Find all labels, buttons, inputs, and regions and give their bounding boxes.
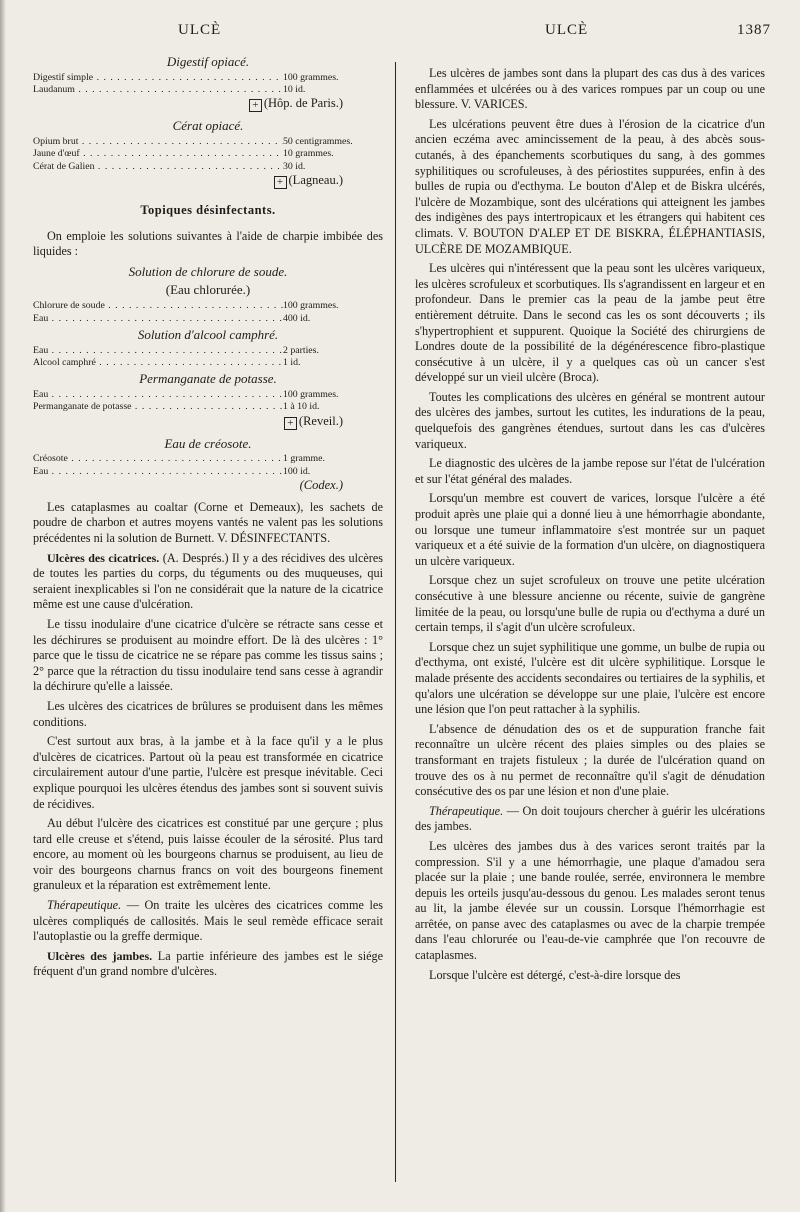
quantity: 2 parties. bbox=[283, 344, 319, 356]
quantity: 10 grammes. bbox=[283, 148, 334, 160]
formula-list bbox=[33, 136, 383, 173]
formula-title: Cérat opiacé. bbox=[172, 118, 244, 134]
formula-title: Permanganate de potasse. bbox=[139, 371, 277, 387]
formula-source: (Codex.) bbox=[299, 478, 343, 493]
quantity: 10 id. bbox=[283, 84, 306, 95]
formula-row bbox=[33, 453, 383, 465]
paragraph: Les ulcères des jambes dus à des varices seront traités par la compression. S'il y a une hémorrhagie, une plaque d'amadou sera placée sur la plaie ; une bande roulée, serrée, environnera le membre depuis les orteils jusqu'au-dessous du genou. Les malades seront tenus au lit, la jambe élevée sur un coussin. Lorsque l'hémorrhagie est arrêtée, on panse avec des cataplasmes ou avec de la charpie trempée dans l'eau chlorurée ou l'eau-de-vie camphrée que l'on recouvre de cataplasmes. bbox=[415, 838, 765, 963]
running-head-right: ULCÈ bbox=[545, 22, 589, 38]
ingredient: Eau . . . bbox=[33, 466, 283, 478]
quantity: 30 id. bbox=[283, 160, 306, 172]
paragraph: C'est surtout aux bras, à la jambe et à la face qu'il y a le plus d'ulcères de cicatrices. Partout où la peau est transformée en cicatrice circulairement autour d'une partie, l'ulcère est presque inévitable. Ceci explique pourquoi les ulcères étendus des jambes sont si souvent suivis de récidives. bbox=[33, 734, 383, 811]
formula-title: Solution d'alcool camphré. bbox=[137, 327, 279, 342]
formula-row bbox=[33, 466, 383, 478]
ingredient: Chlorure de soude . . . bbox=[33, 300, 283, 312]
formula-title: Eau de créosote. bbox=[164, 435, 252, 451]
subheading: Thérapeutique. bbox=[47, 898, 122, 913]
quantity: 100 grammes. bbox=[283, 300, 339, 312]
paragraph: Lorsque l'ulcère est détergé, c'est-à-dire lorsque des bbox=[429, 967, 681, 982]
quantity: 1 id. bbox=[283, 357, 301, 368]
paragraph: Au début l'ulcère des cicatrices est constitué par une gerçure ; plus tard elle creuse et s'étend, puis laisse écouler de la sérosité. Plus tard encore, au moment où les bourgeons charnus se produisent, au lieu de voir des bourgeons charnus francs on voit des bourgeons finement granuleux et la réparation est extrêmement lente. bbox=[33, 816, 383, 893]
formula-list bbox=[33, 389, 383, 414]
paragraph: Lorsqu'un membre est couvert de varices, lorsque l'ulcère a été produit après une plaie qui a donné lieu à une hémorrhagie abondante, ou lorsque une tumeur inflammatoire s'est montrée sur un paquet variqueux et a été suivie de la formation d'un ulcère, on diagnostiquera un ulcère variqueux. bbox=[415, 491, 765, 568]
paragraph: Toutes les complications des ulcères en général se montrent autour des ulcères des jambes, surtout les cutites, les indurations de la peau, quelquefois des gangrènes étendues, surtout dans les cas d'ulcères variqueux. bbox=[415, 389, 765, 451]
formula-title: Solution de chlorure de soude. bbox=[128, 264, 288, 279]
paragraph: Lorsque chez un sujet scrofuleux on trouve une petite ulcération consécutive à une blessure ancienne ou récente, suivie de gangrène limitée de la peau, ou lorsqu'une bulle de rupia ou d'ecthyma a duré un certain temps, il s'agit d'un ulcère scrofuleux. bbox=[415, 573, 765, 635]
formula-row bbox=[33, 401, 383, 413]
ingredient: Eau . . . bbox=[33, 313, 283, 325]
ingredient: Laudanum . . . bbox=[33, 84, 283, 96]
formula-row bbox=[33, 161, 383, 173]
formula-source: + (Hôp. de Paris.) bbox=[33, 96, 383, 112]
formula-row bbox=[33, 300, 383, 312]
formula-row bbox=[33, 345, 383, 357]
quantity: 100 grammes. bbox=[283, 71, 339, 83]
ingredient: Jaune d'œuf . . . bbox=[33, 148, 283, 160]
formula-source: + (Reveil.) bbox=[33, 414, 383, 430]
quantity: 100 id. bbox=[283, 465, 311, 477]
formula-list bbox=[33, 453, 383, 478]
ingredient: Alcool camphré . . . bbox=[33, 357, 283, 369]
ingredient: Eau . . . bbox=[33, 389, 283, 401]
formula-list bbox=[33, 300, 383, 325]
left-column bbox=[33, 52, 383, 984]
quantity: 100 grammes. bbox=[283, 389, 339, 400]
formula-list bbox=[33, 72, 383, 97]
ingredient: Eau . . . bbox=[33, 345, 283, 357]
ingredient: Cérat de Galien . . . bbox=[33, 161, 283, 173]
quantity: 50 centigrammes. bbox=[283, 136, 353, 147]
ingredient: Créosote . . . bbox=[33, 453, 283, 465]
formula-source: + (Lagneau.) bbox=[33, 173, 383, 189]
right-column bbox=[415, 66, 765, 987]
formula-subtitle: (Eau chlorurée.) bbox=[165, 281, 251, 297]
paragraph: Le diagnostic des ulcères de la jambe repose sur l'état de l'ulcération et sur l'état général des malades. bbox=[415, 456, 765, 486]
paragraph: Thérapeutique. — On traite les ulcères des cicatrices comme les ulcères compliqués de callosités. Mais le seul remède efficace serait l'autoplastie ou la greffe dermique. bbox=[33, 898, 383, 944]
paragraph: Les ulcères des cicatrices de brûlures se produisent dans les mêmes conditions. bbox=[33, 698, 383, 729]
formula-row bbox=[33, 84, 383, 96]
formula-row bbox=[33, 357, 383, 369]
page-number: 1387 bbox=[737, 22, 771, 38]
paragraph: Lorsque chez un sujet syphilitique une gomme, un bulbe de rupia ou d'ecthyma, ont existé, l'ulcère est dit ulcère syphilitique. Lorsque le malade présente des accidents secondaires ou tertiaires de la syphilis, et qu'alors une ulcération se développe sur une plaie, l'ulcère est encore une lésion que l'on peut rattacher à la syphilis. bbox=[415, 639, 765, 717]
paragraph: Les cataplasmes au coaltar (Corne et Demeaux), les sachets de poudre de charbon et autres moyens vantés ne valent pas les solutions précédentes ni la solution de Burnett. V. DÉSINFECTANTS. bbox=[33, 499, 383, 545]
paragraph: Les ulcères de jambes sont dans la plupart des cas dus à des varices enflammées et ulcérées ou à des varices rompues par un coup ou une blessure. V. VARICES. bbox=[415, 66, 765, 112]
paragraph: Les ulcérations peuvent être dues à l'érosion de la cicatrice d'un ancien eczéma avec amincissement de la peau, à des abcès sous-cutanés, à des épanchements scorbutiques du sang, à des gommes syphilitiques ou scrofuleuses, à des périostites suppurées, enfin à des bulles de rupia ou d'ecthyma. Le bouton d'Alep et de Biskra ulcérés, l'ulcère de Mozambique, sont des ulcérations qui atteignent les jambes des indigènes des pays intertropicaux et les étrangers qui habitent ces climats. V. BOUTON D'ALEP ET DE BISKRA, ÉLÉPHANTIASIS, ULCÈRE DE MOZAMBIQUE. bbox=[415, 116, 765, 256]
formula-row bbox=[33, 148, 383, 160]
formula-row bbox=[33, 72, 383, 84]
article-heading: Ulcères des jambes. bbox=[47, 948, 153, 963]
formula-row bbox=[33, 389, 383, 401]
binding-shadow bbox=[0, 0, 6, 1212]
formula-title: Digestif opiacé. bbox=[166, 54, 250, 69]
section-heading: Topiques désinfectants. bbox=[140, 203, 276, 218]
formula-row bbox=[33, 313, 383, 325]
paragraph: Le tissu inodulaire d'une cicatrice d'ulcère se rétracte sans cesse et les déchirures se produisent au moindre effort. De là des ulcères : 1° parce que le tissu de cicatrice ne se répare pas comme les tissus sains ; 2° parce que la rétraction du tissu inodulaire tend sans cesse à agrandir la déchirure qu'elle a laissée. bbox=[33, 616, 383, 694]
formula-row bbox=[33, 136, 383, 148]
paragraph: L'absence de dénudation des os et de suppuration franche fait reconnaître un ulcère récent des plaies simples ou des plaies se transformant en trajets fistuleux ; la durée de l'ulcération quand on trouve des os à nu permet de reconnaître qu'il s'agit de dénudation consécutive des os par une lésion et non d'une plaie. bbox=[415, 721, 765, 799]
formula-list bbox=[33, 345, 383, 370]
ingredient: Digestif simple . . . bbox=[33, 72, 283, 84]
plus-icon: + bbox=[274, 176, 287, 189]
quantity: 400 id. bbox=[283, 312, 311, 324]
paragraph: Ulcères des jambes. La partie inférieure des jambes est le siége fréquent d'un grand nombre d'ulcères. bbox=[33, 948, 384, 979]
ingredient: Opium brut . . . bbox=[33, 136, 283, 148]
column-rule bbox=[395, 62, 396, 1182]
running-head-left: ULCÈ bbox=[178, 22, 222, 38]
plus-icon: + bbox=[284, 417, 297, 430]
paragraph: On emploie les solutions suivantes à l'aide de charpie imbibée des liquides : bbox=[33, 228, 383, 259]
ingredient: Permanganate de potasse . . . bbox=[33, 401, 283, 413]
paragraph: Ulcères des cicatrices. (A. Després.) Il y a des récidives des ulcères de toutes les parties du corps, du téguments ou des muqueuses, qui seraient inexplicables si l'on ne considérait que la nature de la cicatrice même est une cause d'ulcération. bbox=[33, 550, 383, 612]
subheading: Thérapeutique. bbox=[429, 803, 504, 818]
quantity: 1 à 10 id. bbox=[283, 401, 320, 413]
paragraph: Les ulcères qui n'intéressent que la peau sont les ulcères variqueux, les ulcères scrofuleux et scorbutiques. Ils s'agrandissent en largeur et en profondeur. Dans le premier cas la peau de la jambe peut être entièrement détruite. Dans le second cas les os sont découverts ; ils s'hypertrophient et suppurent. Quoique la Société des chirurgiens de Londres doute de la possibilité de la dégénérescence fibro-plastique consécutive à un ulcère, il y a quelques cas où un cancer s'est développé sur un vieil ulcère (Broca). bbox=[415, 261, 765, 385]
paragraph: Thérapeutique. — On doit toujours chercher à guérir les ulcérations des jambes. bbox=[415, 803, 765, 834]
quantity: 1 gramme. bbox=[283, 453, 325, 465]
article-heading: Ulcères des cicatrices. bbox=[47, 550, 160, 565]
plus-icon: + bbox=[249, 99, 262, 112]
